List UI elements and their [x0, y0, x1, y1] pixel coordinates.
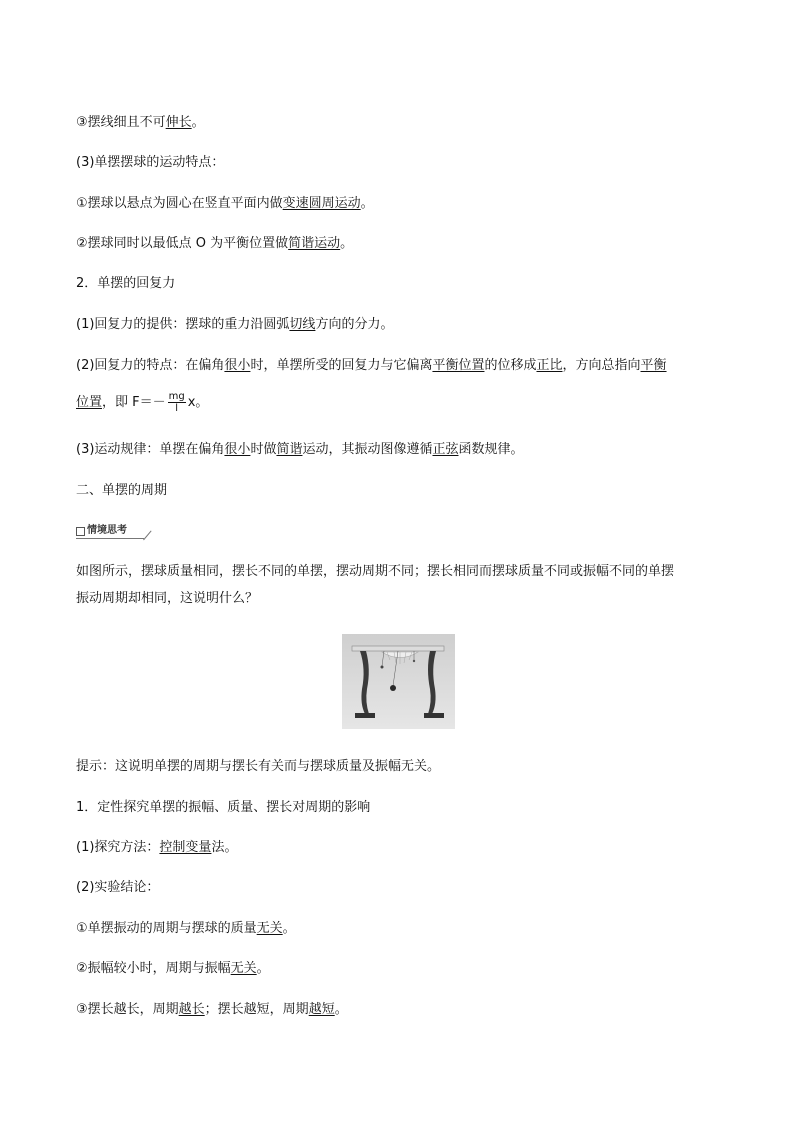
section-heading: 2．单摆的回复力	[76, 276, 176, 291]
text: ③摆线细且不可	[76, 115, 166, 130]
answer-blank: 切线	[289, 317, 316, 332]
text: ①单摆振动的周期与摆球的质量	[76, 921, 257, 936]
text: ；摆长越短，周期	[204, 1002, 309, 1017]
pendulum-apparatus-photo	[342, 634, 455, 729]
answer-blank: 越短	[308, 1002, 335, 1017]
formula-line	[76, 389, 208, 417]
subheading: (2)实验结论：	[76, 880, 160, 895]
text: 运动，其振动图像遵循	[302, 442, 433, 457]
section-heading: 1．定性探究单摆的振幅、质量、摆长对周期的影响	[76, 800, 371, 815]
text: (3)运动规律：单摆在偏角	[76, 442, 225, 457]
text-line	[76, 919, 296, 939]
scenario-tag	[76, 524, 127, 538]
text-line	[76, 1000, 348, 1020]
text: 的位移成	[484, 358, 537, 373]
text: 法。	[211, 840, 238, 855]
text: 。	[191, 115, 205, 130]
text-line	[76, 959, 270, 979]
answer-blank: 无关	[256, 921, 283, 936]
text: 方向的分力。	[315, 317, 394, 332]
text: ②振幅较小时，周期与振幅	[76, 961, 231, 976]
text: (1)探究方法：	[76, 840, 160, 855]
text-line	[76, 234, 353, 254]
scenario-tag-label: 情境思考	[87, 525, 127, 536]
text-line	[76, 194, 374, 214]
text: ②摆球同时以最低点 O 为平衡位置做	[76, 236, 289, 251]
text: ①摆球以悬点为圆心在竖直平面内做	[76, 196, 283, 211]
fraction-denominator: l	[175, 403, 179, 414]
text-line	[76, 113, 205, 133]
answer-blank: 无关	[230, 961, 257, 976]
subheading: (3)单摆摆球的运动特点：	[76, 155, 225, 170]
text: x。	[187, 395, 209, 410]
fraction	[168, 391, 186, 414]
text: 。	[334, 1002, 348, 1017]
text: 。	[256, 961, 270, 976]
square-icon	[76, 527, 85, 536]
text: ，即 F＝－	[102, 395, 166, 410]
text: 。	[340, 236, 354, 251]
paragraph-line: 振动周期却相同，这说明什么？	[76, 591, 259, 606]
answer-blank: 控制变量	[159, 840, 212, 855]
text: (2)回复力的特点：在偏角	[76, 358, 225, 373]
text-line	[76, 440, 524, 460]
answer-blank: 变速圆周运动	[282, 196, 361, 211]
fraction-numerator: mg	[168, 391, 185, 402]
divider	[143, 530, 151, 540]
text-line	[76, 356, 667, 376]
text: 函数规律。	[458, 442, 524, 457]
text: ，方向总指向	[562, 358, 641, 373]
text: ③摆长越长，周期	[76, 1002, 179, 1017]
text-line	[76, 838, 237, 858]
text: (1)回复力的提供：摆球的重力沿圆弧	[76, 317, 290, 332]
text: 时，单摆所受的回复力与它偏离	[250, 358, 433, 373]
text: 时做	[250, 442, 277, 457]
divider	[76, 538, 144, 539]
answer-blank: 简谐	[276, 442, 303, 457]
text: 。	[282, 921, 296, 936]
section-heading: 二、单摆的周期	[76, 483, 168, 498]
text: 。	[360, 196, 374, 211]
answer-blank: 位置	[76, 395, 103, 410]
answer-blank: 很小	[224, 442, 251, 457]
answer-blank: 正比	[536, 358, 563, 373]
answer-blank: 平衡位置	[432, 358, 485, 373]
text-line	[76, 315, 393, 335]
answer-blank: 伸长	[165, 115, 192, 130]
answer-blank: 正弦	[432, 442, 459, 457]
answer-blank: 越长	[178, 1002, 205, 1017]
answer-blank: 很小	[224, 358, 251, 373]
answer-blank: 平衡	[640, 358, 667, 373]
answer-blank: 简谐运动	[288, 236, 341, 251]
paragraph-line: 如图所示，摆球质量相同，摆长不同的单摆，摆动周期不同；摆长相同而摆球质量不同或振幅不同的单摆	[76, 564, 675, 579]
hint-line: 提示：这说明单摆的周期与摆长有关而与摆球质量及振幅无关。	[76, 759, 441, 774]
